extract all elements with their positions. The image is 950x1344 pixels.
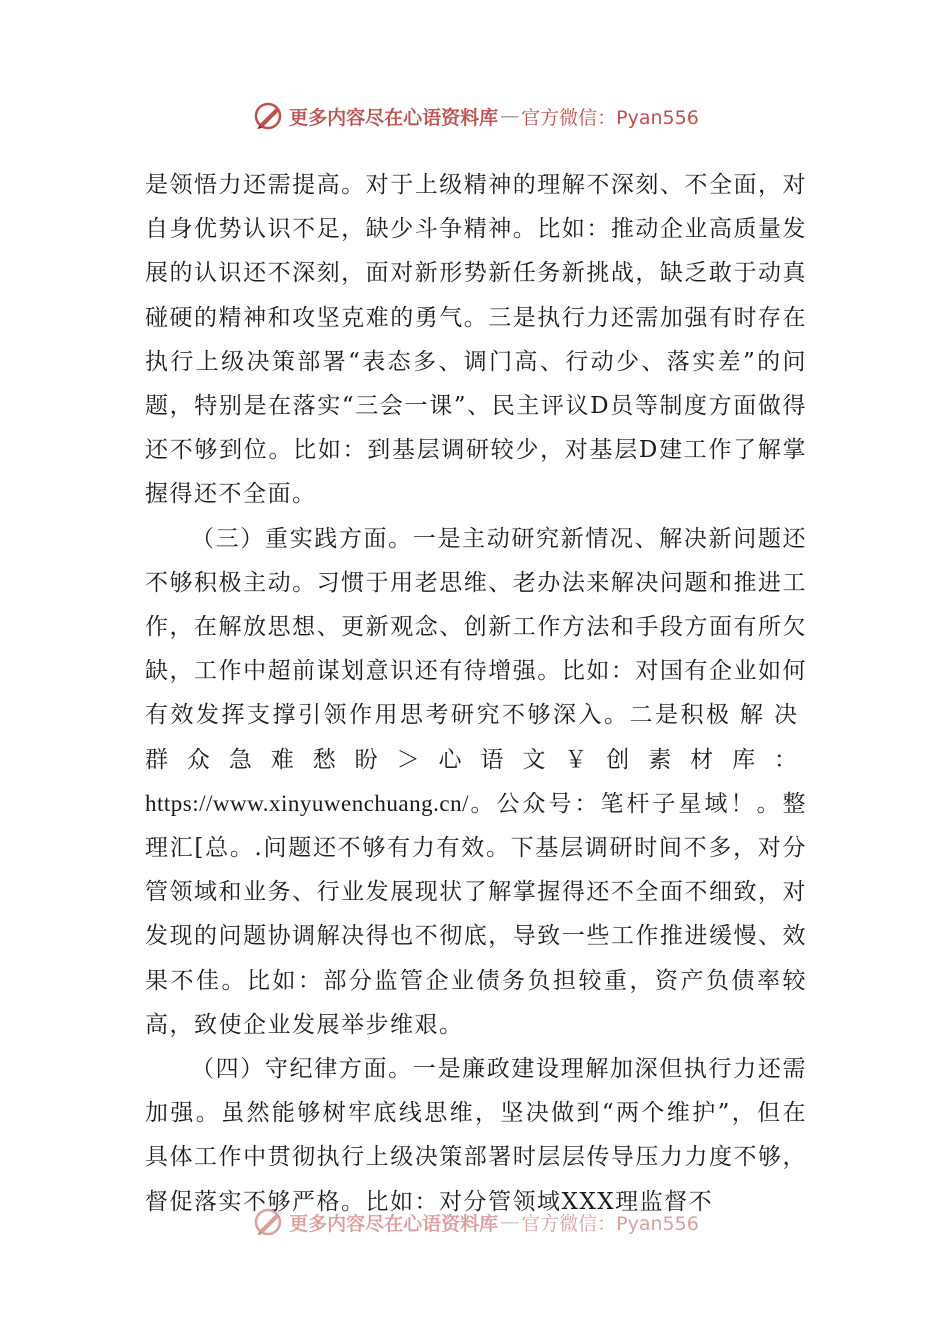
paragraph-text: （三）重实践方面。一是主动研究新情况、解决新问题还不够积极主动。习惯于用老思维、老办法来解决问题和推进工作，在解放思想、更新观念、创新工作方法和手段方面有所欠缺，工作中超前谋划意识还有待增强。比如：对国有企业如何有效发挥支撑引领作用思考研究不够深入。二是积	[145, 525, 807, 729]
pen-logo-icon	[251, 99, 285, 133]
paragraph: 是领悟力还需提高。对于上级精神的理解不深刻、不全面，对自身优势认识不足，缺少斗争精神。比如：推动企业高质量发展的认识还不深刻，面对新形势新任务新挑战，缺乏敢于动真碰硬的精神和攻坚克难的勇气。三是执行力还需加强有时存在执行上级决策部署“表态多、调门高、行动少、落实差”的问题，特别是在落实“三会一课”、民主评议D员等制度方面做得还不够到位。比如：到基层调研较少，对基层D建工作了解掌握得还不全面。	[145, 172, 807, 508]
document-body	[145, 163, 807, 1224]
watermark-wechat-text: 官方微信：Pyan556	[521, 106, 699, 129]
paragraph-text: 极解决群众急难愁盼＞心语文￥创素材库：	[145, 702, 807, 773]
watermark-main-text: 更多内容尽在心语资料库	[289, 106, 499, 129]
watermark-separator: —	[500, 1211, 520, 1233]
url-text: https://www.xinyuwenchuang.cn/	[145, 790, 469, 816]
watermark-separator: —	[500, 105, 520, 127]
header-watermark	[0, 96, 950, 136]
pen-logo-icon	[251, 1205, 285, 1239]
watermark-main-text: 更多内容尽在心语资料库	[289, 1212, 499, 1235]
paragraph-text: 。公众号：笔杆子星域！。整理汇[总。.问题还不够有力有效。下基层调研时间不多，对分管领域和业务、行业发展现状了解掌握得还不全面不细致，对发现的问题协调解决得也不彻底，导致一些工作推进缓慢、效果不佳。比如：部分监管企业债务负担较重，资产负债率较高，致使企业发展举步维艰。	[145, 790, 807, 1038]
paragraph: （四）守纪律方面。一是廉政建设理解加深但执行力还需加强。虽然能够树牢底线思维，坚决做到“两个维护”，但在具体工作中贯彻执行上级决策部署时层层传导压力力度不够，督促落实不够严格。比如：对分管领域XXX理监督不	[145, 1056, 807, 1215]
paragraph	[145, 517, 807, 1047]
footer-watermark	[0, 1202, 950, 1242]
watermark-wechat-text: 官方微信：Pyan556	[521, 1212, 699, 1235]
